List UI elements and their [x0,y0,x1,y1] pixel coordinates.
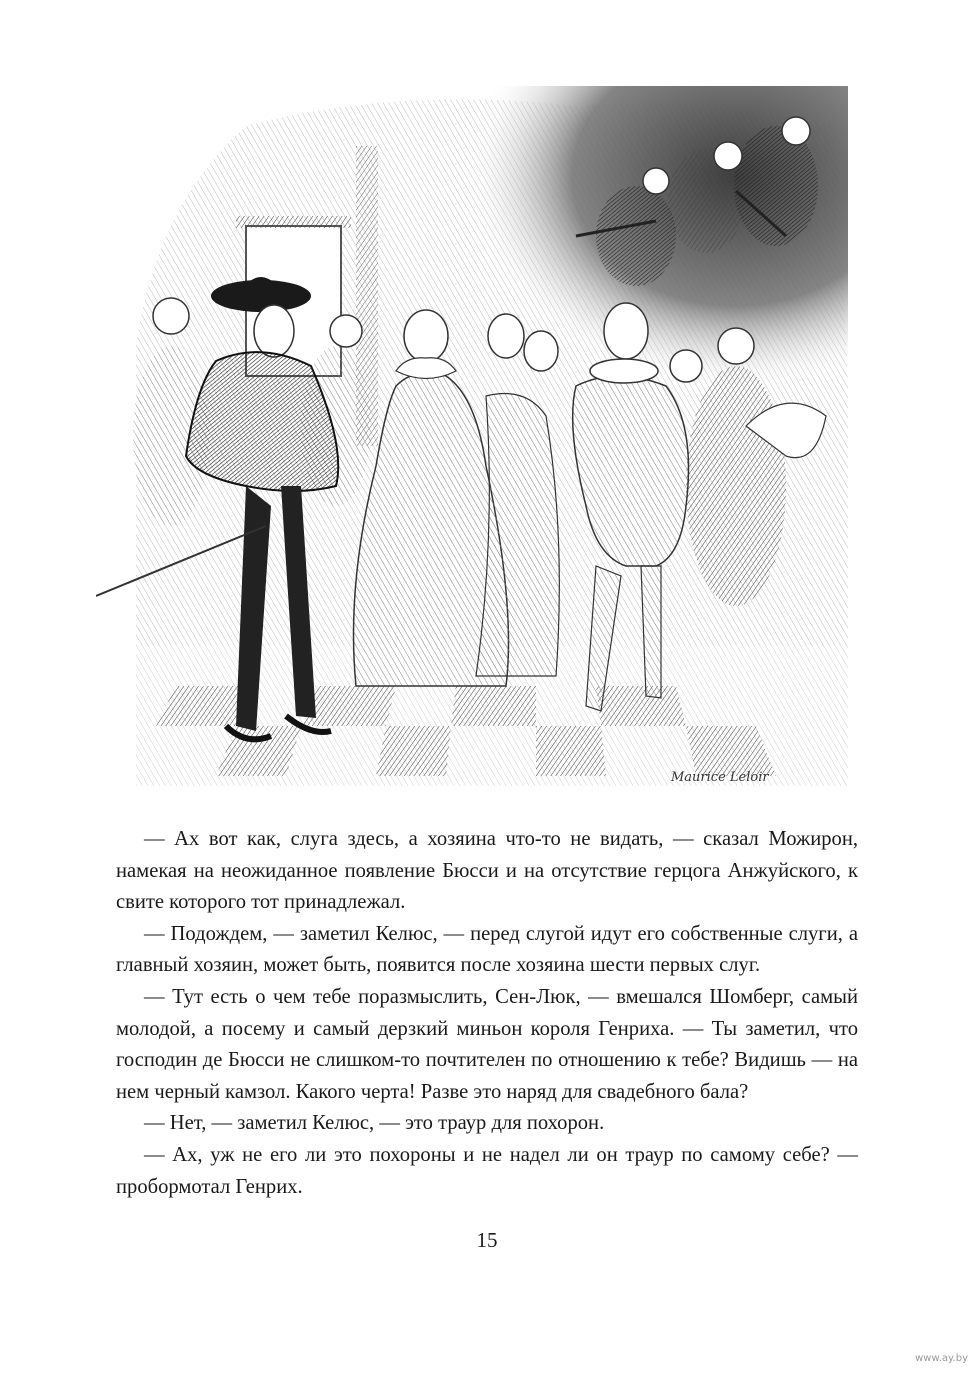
ballroom-scene-engraving [96,86,848,802]
artist-signature: Maurice Leloir [671,770,769,785]
engraving-illustration [96,86,848,802]
paragraph: — Подождем, — заметил Келюс, — перед слугой идут его собственные слуги, а главный хозяин, может быть, появится после хозяина шести первых слуг. [116,922,858,977]
paragraph: — Ах, уж не его ли это похороны и не надел ли он траур по самому себе? — пробормотал Генрих. [116,1143,858,1198]
watermark: www.ay.by [915,1353,968,1364]
paragraph: — Ах вот как, слуга здесь, а хозяина что-то не видать, — сказал Можирон, намекая на неожиданное появление Бюсси и на отсутствие герцога Анжуйского, к свите которого тот принадлежал. [116,828,858,914]
body-text [116,824,858,1203]
page-number: 15 [476,1228,498,1252]
paragraph: — Нет, — заметил Келюс, — это траур для похорон. [144,1112,605,1135]
paragraph: — Тут есть о чем тебе поразмыслить, Сен-Люк, — вмешался Шомберг, самый молодой, а посему и самый дерзкий миньон короля Генриха. — Ты заметил, что господин де Бюсси не слишком-то почтителен по отношению к тебе? Видишь — на нем черный камзол. Какого черта! Разве это наряд для свадебного бала? [116,985,858,1103]
